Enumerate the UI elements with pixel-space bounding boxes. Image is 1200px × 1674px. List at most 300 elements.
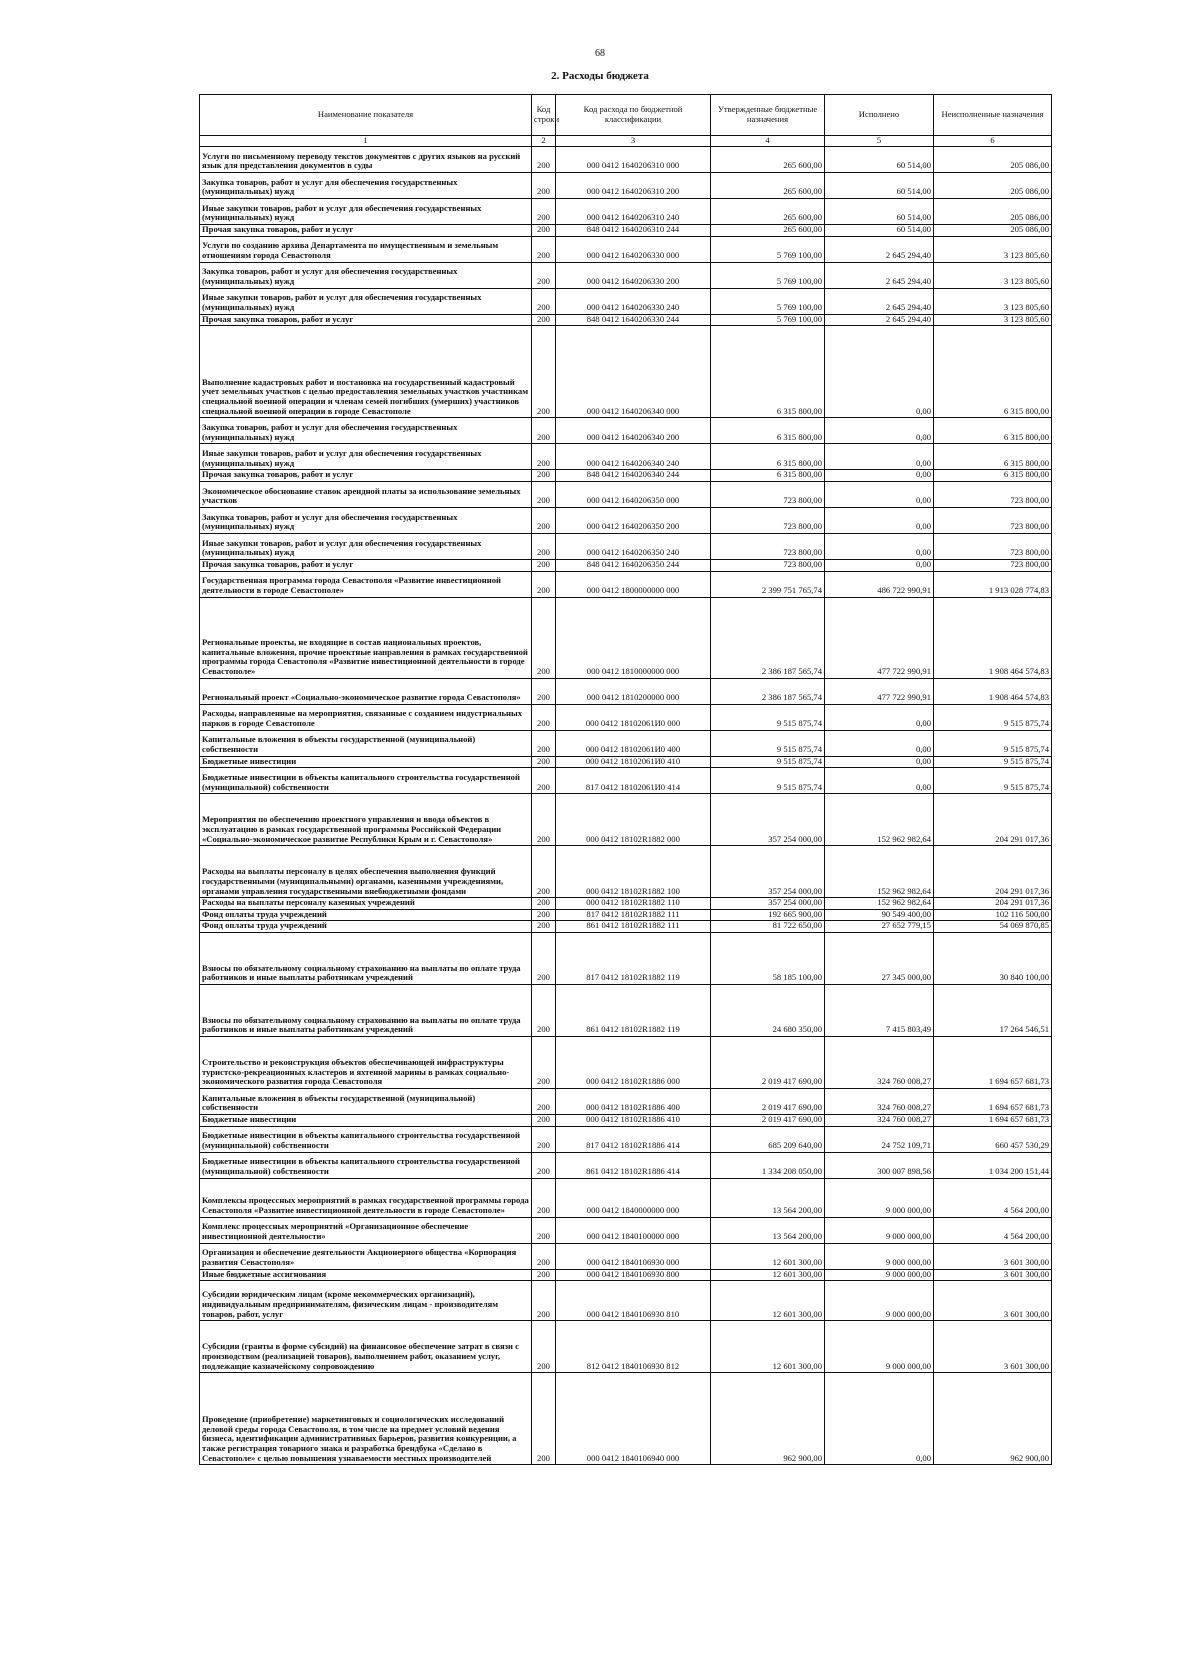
classification-code-cell: 817 0412 18102R1882 119 bbox=[556, 933, 711, 985]
table-row bbox=[200, 314, 1052, 326]
approved-amount-cell: 723 800,00 bbox=[711, 507, 825, 533]
executed-amount-cell: 0,00 bbox=[825, 730, 934, 756]
indicator-name-cell: Услуги по письменному переводу текстов документов с других языков на русский язык для представления документов в суды bbox=[200, 147, 532, 173]
approved-amount-cell: 6 315 800,00 bbox=[711, 418, 825, 444]
indicator-name-cell: Расходы, направленные на мероприятия, связанные с созданием индустриальных парков в городе Севастополе bbox=[200, 704, 532, 730]
approved-amount-cell: 723 800,00 bbox=[711, 481, 825, 507]
executed-amount-cell: 9 000 000,00 bbox=[825, 1178, 934, 1217]
executed-amount-cell: 0,00 bbox=[825, 756, 934, 768]
line-code-cell: 200 bbox=[532, 898, 556, 910]
unexecuted-amount-cell: 4 564 200,00 bbox=[934, 1217, 1052, 1243]
indicator-name-cell: Комплекс процессных мероприятий «Организационное обеспечение инвестиционной деятельности» bbox=[200, 1217, 532, 1243]
unexecuted-amount-cell: 1 694 657 681,73 bbox=[934, 1089, 1052, 1115]
executed-amount-cell: 9 000 000,00 bbox=[825, 1243, 934, 1269]
executed-amount-cell: 9 000 000,00 bbox=[825, 1269, 934, 1281]
table-row bbox=[200, 444, 1052, 470]
approved-amount-cell: 9 515 875,74 bbox=[711, 768, 825, 794]
table-row bbox=[200, 909, 1052, 921]
header-executed: Исполнено bbox=[825, 95, 934, 136]
line-code-cell: 200 bbox=[532, 768, 556, 794]
line-code-cell: 200 bbox=[532, 1178, 556, 1217]
executed-amount-cell: 477 722 990,91 bbox=[825, 678, 934, 704]
indicator-name-cell: Строительство и реконструкция объектов обеспечивающей инфраструктуры туристско-рекреационных кластеров и яхтенной марины в рамках социально-экономического развития города Севастополя bbox=[200, 1037, 532, 1089]
indicator-name-cell: Услуги по созданию архива Департамента по имущественным и земельным отношениям города Севастополя bbox=[200, 236, 532, 262]
table-row bbox=[200, 898, 1052, 910]
unexecuted-amount-cell: 3 601 300,00 bbox=[934, 1321, 1052, 1373]
executed-amount-cell: 0,00 bbox=[825, 768, 934, 794]
unexecuted-amount-cell: 205 086,00 bbox=[934, 173, 1052, 199]
approved-amount-cell: 9 515 875,74 bbox=[711, 730, 825, 756]
executed-amount-cell: 0,00 bbox=[825, 1373, 934, 1465]
approved-amount-cell: 12 601 300,00 bbox=[711, 1281, 825, 1321]
table-row bbox=[200, 597, 1052, 678]
indicator-name-cell: Прочая закупка товаров, работ и услуг bbox=[200, 470, 532, 482]
approved-amount-cell: 685 209 640,00 bbox=[711, 1126, 825, 1152]
indicator-name-cell: Расходы на выплаты персоналу казенных учреждений bbox=[200, 898, 532, 910]
classification-code-cell: 000 0412 1840000000 000 bbox=[556, 1178, 711, 1217]
indicator-name-cell: Государственная программа города Севастополя «Развитие инвестиционной деятельности в городе Севастополе» bbox=[200, 571, 532, 597]
table-row bbox=[200, 418, 1052, 444]
line-code-cell: 200 bbox=[532, 985, 556, 1037]
table-row bbox=[200, 1037, 1052, 1089]
approved-amount-cell: 2 386 187 565,74 bbox=[711, 597, 825, 678]
classification-code-cell: 000 0412 1840106930 000 bbox=[556, 1243, 711, 1269]
executed-amount-cell: 90 549 400,00 bbox=[825, 909, 934, 921]
indicator-name-cell: Субсидии юридическим лицам (кроме некоммерческих организаций), индивидуальным предпринимателям, физическим лицам - производителям товаров, работ, услуг bbox=[200, 1281, 532, 1321]
line-code-cell: 200 bbox=[532, 262, 556, 288]
indicator-name-cell: Взносы по обязательному социальному страхованию на выплаты по оплате труда работников и иные выплаты работникам учреждений bbox=[200, 985, 532, 1037]
approved-amount-cell: 265 600,00 bbox=[711, 199, 825, 225]
indicator-name-cell: Иные закупки товаров, работ и услуг для обеспечения государственных (муниципальных) нужд bbox=[200, 533, 532, 559]
executed-amount-cell: 0,00 bbox=[825, 444, 934, 470]
executed-amount-cell: 324 760 008,27 bbox=[825, 1089, 934, 1115]
indicator-name-cell: Бюджетные инвестиции в объекты капитального строительства государственной (муниципальной) собственности bbox=[200, 768, 532, 794]
indicator-name-cell: Субсидии (гранты в форме субсидий) на финансовое обеспечение затрат в связи с производством (реализацией товаров), выполнением работ, оказанием услуг, подлежащие казначейскому сопровождению bbox=[200, 1321, 532, 1373]
table-row bbox=[200, 1269, 1052, 1281]
line-code-cell: 200 bbox=[532, 909, 556, 921]
classification-code-cell: 000 0412 1640206310 200 bbox=[556, 173, 711, 199]
table-row bbox=[200, 236, 1052, 262]
approved-amount-cell: 723 800,00 bbox=[711, 533, 825, 559]
classification-code-cell: 000 0412 1640206330 200 bbox=[556, 262, 711, 288]
indicator-name-cell: Выполнение кадастровых работ и постановка на государственный кадастровый учет земельных участков с целью предоставления земельных участков участникам специальной военной операции и членам семей погибших (умерших) участников специальной военной операции в городе Севастополе bbox=[200, 326, 532, 418]
section-title: 2. Расходы бюджета bbox=[551, 70, 649, 82]
classification-code-cell: 000 0412 1640206350 240 bbox=[556, 533, 711, 559]
indicator-name-cell: Организация и обеспечение деятельности Акционерного общества «Корпорация развития Севастополя» bbox=[200, 1243, 532, 1269]
table-row bbox=[200, 704, 1052, 730]
table-row bbox=[200, 756, 1052, 768]
unexecuted-amount-cell: 4 564 200,00 bbox=[934, 1178, 1052, 1217]
table-body bbox=[200, 147, 1052, 1465]
line-code-cell: 200 bbox=[532, 846, 556, 898]
executed-amount-cell: 60 514,00 bbox=[825, 173, 934, 199]
executed-amount-cell: 0,00 bbox=[825, 533, 934, 559]
unexecuted-amount-cell: 3 601 300,00 bbox=[934, 1243, 1052, 1269]
line-code-cell: 200 bbox=[532, 236, 556, 262]
approved-amount-cell: 357 254 000,00 bbox=[711, 898, 825, 910]
line-code-cell: 200 bbox=[532, 756, 556, 768]
approved-amount-cell: 12 601 300,00 bbox=[711, 1243, 825, 1269]
unexecuted-amount-cell: 3 123 805,60 bbox=[934, 236, 1052, 262]
approved-amount-cell: 265 600,00 bbox=[711, 173, 825, 199]
approved-amount-cell: 6 315 800,00 bbox=[711, 326, 825, 418]
line-code-cell: 200 bbox=[532, 794, 556, 846]
executed-amount-cell: 9 000 000,00 bbox=[825, 1321, 934, 1373]
approved-amount-cell: 723 800,00 bbox=[711, 559, 825, 571]
unexecuted-amount-cell: 204 291 017,36 bbox=[934, 794, 1052, 846]
table-row bbox=[200, 921, 1052, 933]
classification-code-cell: 000 0412 1800000000 000 bbox=[556, 571, 711, 597]
table-row bbox=[200, 199, 1052, 225]
classification-code-cell: 000 0412 1640206340 240 bbox=[556, 444, 711, 470]
classification-code-cell: 861 0412 18102R1882 119 bbox=[556, 985, 711, 1037]
classification-code-cell: 000 0412 18102R1882 100 bbox=[556, 846, 711, 898]
unexecuted-amount-cell: 204 291 017,36 bbox=[934, 898, 1052, 910]
classification-code-cell: 000 0412 1810200000 000 bbox=[556, 678, 711, 704]
executed-amount-cell: 0,00 bbox=[825, 418, 934, 444]
classification-code-cell: 817 0412 18102061И0 414 bbox=[556, 768, 711, 794]
executed-amount-cell: 0,00 bbox=[825, 559, 934, 571]
unexecuted-amount-cell: 723 800,00 bbox=[934, 507, 1052, 533]
table-row bbox=[200, 1281, 1052, 1321]
line-code-cell: 200 bbox=[532, 418, 556, 444]
indicator-name-cell: Фонд оплаты труда учреждений bbox=[200, 909, 532, 921]
column-number-row bbox=[200, 136, 1052, 147]
table-row bbox=[200, 933, 1052, 985]
line-code-cell: 200 bbox=[532, 199, 556, 225]
approved-amount-cell: 9 515 875,74 bbox=[711, 704, 825, 730]
indicator-name-cell: Бюджетные инвестиции в объекты капитального строительства государственной (муниципальной) собственности bbox=[200, 1126, 532, 1152]
unexecuted-amount-cell: 54 069 870,85 bbox=[934, 921, 1052, 933]
unexecuted-amount-cell: 6 315 800,00 bbox=[934, 326, 1052, 418]
indicator-name-cell: Иные закупки товаров, работ и услуг для обеспечения государственных (муниципальных) нужд bbox=[200, 444, 532, 470]
unexecuted-amount-cell: 3 601 300,00 bbox=[934, 1269, 1052, 1281]
line-code-cell: 200 bbox=[532, 173, 556, 199]
approved-amount-cell: 13 564 200,00 bbox=[711, 1178, 825, 1217]
column-number: 1 bbox=[200, 136, 532, 147]
table-row bbox=[200, 571, 1052, 597]
unexecuted-amount-cell: 660 457 530,29 bbox=[934, 1126, 1052, 1152]
unexecuted-amount-cell: 3 123 805,60 bbox=[934, 314, 1052, 326]
classification-code-cell: 000 0412 18102R1882 000 bbox=[556, 794, 711, 846]
classification-code-cell: 000 0412 18102061И0 000 bbox=[556, 704, 711, 730]
executed-amount-cell: 2 645 294,40 bbox=[825, 314, 934, 326]
unexecuted-amount-cell: 6 315 800,00 bbox=[934, 418, 1052, 444]
indicator-name-cell: Бюджетные инвестиции bbox=[200, 1115, 532, 1127]
header-approved: Утвержденные бюджетные назначения bbox=[711, 95, 825, 136]
classification-code-cell: 817 0412 18102R1882 111 bbox=[556, 909, 711, 921]
classification-code-cell: 861 0412 18102R1882 111 bbox=[556, 921, 711, 933]
line-code-cell: 200 bbox=[532, 1089, 556, 1115]
approved-amount-cell: 265 600,00 bbox=[711, 225, 825, 237]
unexecuted-amount-cell: 723 800,00 bbox=[934, 481, 1052, 507]
unexecuted-amount-cell: 205 086,00 bbox=[934, 199, 1052, 225]
indicator-name-cell: Мероприятия по обеспечению проектного управления и ввода объектов в эксплуатацию в рамках государственной программы Российской Федерации «Социально-экономическое развитие Республики Крым и г. Севастополя» bbox=[200, 794, 532, 846]
header-indicator-name: Наименование показателя bbox=[200, 95, 532, 136]
indicator-name-cell: Экономическое обоснование ставок арендной платы за использование земельных участков bbox=[200, 481, 532, 507]
executed-amount-cell: 0,00 bbox=[825, 704, 934, 730]
indicator-name-cell: Расходы на выплаты персоналу в целях обеспечения выполнения функций государственными (муниципальными) органами, казенными учреждениями, органами управления государственными внебюджетными фондами bbox=[200, 846, 532, 898]
executed-amount-cell: 2 645 294,40 bbox=[825, 262, 934, 288]
approved-amount-cell: 5 769 100,00 bbox=[711, 236, 825, 262]
column-number: 3 bbox=[556, 136, 711, 147]
indicator-name-cell: Иные закупки товаров, работ и услуг для обеспечения государственных (муниципальных) нужд bbox=[200, 199, 532, 225]
classification-code-cell: 000 0412 1840106930 810 bbox=[556, 1281, 711, 1321]
unexecuted-amount-cell: 102 116 500,00 bbox=[934, 909, 1052, 921]
line-code-cell: 200 bbox=[532, 507, 556, 533]
table-row bbox=[200, 678, 1052, 704]
executed-amount-cell: 324 760 008,27 bbox=[825, 1037, 934, 1089]
approved-amount-cell: 12 601 300,00 bbox=[711, 1321, 825, 1373]
executed-amount-cell: 9 000 000,00 bbox=[825, 1281, 934, 1321]
executed-amount-cell: 7 415 803,49 bbox=[825, 985, 934, 1037]
table-header-row bbox=[200, 95, 1052, 136]
approved-amount-cell: 5 769 100,00 bbox=[711, 314, 825, 326]
executed-amount-cell: 152 962 982,64 bbox=[825, 846, 934, 898]
unexecuted-amount-cell: 1 908 464 574,83 bbox=[934, 678, 1052, 704]
indicator-name-cell: Капитальные вложения в объекты государственной (муниципальной) собственности bbox=[200, 730, 532, 756]
executed-amount-cell: 24 752 109,71 bbox=[825, 1126, 934, 1152]
header-classification-code: Код расхода по бюджетной классификации bbox=[556, 95, 711, 136]
executed-amount-cell: 0,00 bbox=[825, 470, 934, 482]
classification-code-cell: 000 0412 1640206330 000 bbox=[556, 236, 711, 262]
line-code-cell: 200 bbox=[532, 1037, 556, 1089]
column-number: 2 bbox=[532, 136, 556, 147]
approved-amount-cell: 24 680 350,00 bbox=[711, 985, 825, 1037]
table-row bbox=[200, 1152, 1052, 1178]
unexecuted-amount-cell: 723 800,00 bbox=[934, 559, 1052, 571]
unexecuted-amount-cell: 17 264 546,51 bbox=[934, 985, 1052, 1037]
table-row bbox=[200, 1373, 1052, 1465]
line-code-cell: 200 bbox=[532, 1243, 556, 1269]
header-unexecuted: Неисполненные назначения bbox=[934, 95, 1052, 136]
classification-code-cell: 812 0412 1840106930 812 bbox=[556, 1321, 711, 1373]
approved-amount-cell: 5 769 100,00 bbox=[711, 262, 825, 288]
approved-amount-cell: 1 334 208 050,00 bbox=[711, 1152, 825, 1178]
executed-amount-cell: 0,00 bbox=[825, 481, 934, 507]
executed-amount-cell: 152 962 982,64 bbox=[825, 898, 934, 910]
line-code-cell: 200 bbox=[532, 1152, 556, 1178]
table-row bbox=[200, 507, 1052, 533]
indicator-name-cell: Прочая закупка товаров, работ и услуг bbox=[200, 314, 532, 326]
line-code-cell: 200 bbox=[532, 1217, 556, 1243]
classification-code-cell: 848 0412 1640206330 244 bbox=[556, 314, 711, 326]
unexecuted-amount-cell: 9 515 875,74 bbox=[934, 730, 1052, 756]
table-row bbox=[200, 794, 1052, 846]
line-code-cell: 200 bbox=[532, 225, 556, 237]
executed-amount-cell: 477 722 990,91 bbox=[825, 597, 934, 678]
unexecuted-amount-cell: 962 900,00 bbox=[934, 1373, 1052, 1465]
table-row bbox=[200, 326, 1052, 418]
line-code-cell: 200 bbox=[532, 288, 556, 314]
indicator-name-cell: Закупка товаров, работ и услуг для обеспечения государственных (муниципальных) нужд bbox=[200, 262, 532, 288]
table-row bbox=[200, 559, 1052, 571]
classification-code-cell: 000 0412 1640206340 000 bbox=[556, 326, 711, 418]
line-code-cell: 200 bbox=[532, 470, 556, 482]
executed-amount-cell: 0,00 bbox=[825, 326, 934, 418]
executed-amount-cell: 27 345 000,00 bbox=[825, 933, 934, 985]
approved-amount-cell: 265 600,00 bbox=[711, 147, 825, 173]
approved-amount-cell: 192 665 900,00 bbox=[711, 909, 825, 921]
line-code-cell: 200 bbox=[532, 1115, 556, 1127]
executed-amount-cell: 2 645 294,40 bbox=[825, 288, 934, 314]
table-row bbox=[200, 768, 1052, 794]
classification-code-cell: 848 0412 1640206310 244 bbox=[556, 225, 711, 237]
classification-code-cell: 000 0412 1640206310 240 bbox=[556, 199, 711, 225]
line-code-cell: 200 bbox=[532, 559, 556, 571]
indicator-name-cell: Проведение (приобретение) маркетинговых и социологических исследований деловой среды города Севастополя, в том числе на предмет условий ведения бизнеса, идентификации административных барьеров, развития конкуренции, а также регистрация товарного знака и разработка брендбука «Сделано в Севастополе» с целью повышения узнаваемости местных производителей bbox=[200, 1373, 532, 1465]
table-row bbox=[200, 1115, 1052, 1127]
classification-code-cell: 000 0412 1640206350 000 bbox=[556, 481, 711, 507]
classification-code-cell: 000 0412 1640206340 200 bbox=[556, 418, 711, 444]
line-code-cell: 200 bbox=[532, 597, 556, 678]
line-code-cell: 200 bbox=[532, 1281, 556, 1321]
unexecuted-amount-cell: 723 800,00 bbox=[934, 533, 1052, 559]
approved-amount-cell: 2 019 417 690,00 bbox=[711, 1115, 825, 1127]
line-code-cell: 200 bbox=[532, 1373, 556, 1465]
classification-code-cell: 000 0412 1640206350 200 bbox=[556, 507, 711, 533]
table-row bbox=[200, 1243, 1052, 1269]
classification-code-cell: 000 0412 18102R1886 000 bbox=[556, 1037, 711, 1089]
table-row bbox=[200, 533, 1052, 559]
table-row bbox=[200, 846, 1052, 898]
table-row bbox=[200, 1217, 1052, 1243]
line-code-cell: 200 bbox=[532, 314, 556, 326]
table-row bbox=[200, 173, 1052, 199]
unexecuted-amount-cell: 1 034 200 151,44 bbox=[934, 1152, 1052, 1178]
indicator-name-cell: Прочая закупка товаров, работ и услуг bbox=[200, 559, 532, 571]
column-number: 4 bbox=[711, 136, 825, 147]
indicator-name-cell: Иные закупки товаров, работ и услуг для обеспечения государственных (муниципальных) нужд bbox=[200, 288, 532, 314]
line-code-cell: 200 bbox=[532, 326, 556, 418]
classification-code-cell: 000 0412 18102061И0 400 bbox=[556, 730, 711, 756]
page-number: 68 bbox=[595, 48, 605, 59]
classification-code-cell: 848 0412 1640206340 244 bbox=[556, 470, 711, 482]
unexecuted-amount-cell: 1 694 657 681,73 bbox=[934, 1037, 1052, 1089]
line-code-cell: 200 bbox=[532, 1321, 556, 1373]
unexecuted-amount-cell: 9 515 875,74 bbox=[934, 768, 1052, 794]
classification-code-cell: 000 0412 1840106930 800 bbox=[556, 1269, 711, 1281]
table-row bbox=[200, 1089, 1052, 1115]
line-code-cell: 200 bbox=[532, 147, 556, 173]
unexecuted-amount-cell: 6 315 800,00 bbox=[934, 444, 1052, 470]
table-row bbox=[200, 1178, 1052, 1217]
indicator-name-cell: Иные бюджетные ассигнования bbox=[200, 1269, 532, 1281]
classification-code-cell: 000 0412 1810000000 000 bbox=[556, 597, 711, 678]
executed-amount-cell: 27 652 779,15 bbox=[825, 921, 934, 933]
classification-code-cell: 817 0412 18102R1886 414 bbox=[556, 1126, 711, 1152]
approved-amount-cell: 6 315 800,00 bbox=[711, 444, 825, 470]
line-code-cell: 200 bbox=[532, 533, 556, 559]
unexecuted-amount-cell: 9 515 875,74 bbox=[934, 704, 1052, 730]
table-row bbox=[200, 1321, 1052, 1373]
unexecuted-amount-cell: 3 123 805,60 bbox=[934, 262, 1052, 288]
unexecuted-amount-cell: 3 123 805,60 bbox=[934, 288, 1052, 314]
table-row bbox=[200, 288, 1052, 314]
executed-amount-cell: 324 760 008,27 bbox=[825, 1115, 934, 1127]
classification-code-cell: 000 0412 18102R1886 400 bbox=[556, 1089, 711, 1115]
table-row bbox=[200, 262, 1052, 288]
approved-amount-cell: 9 515 875,74 bbox=[711, 756, 825, 768]
approved-amount-cell: 2 019 417 690,00 bbox=[711, 1037, 825, 1089]
executed-amount-cell: 0,00 bbox=[825, 507, 934, 533]
approved-amount-cell: 2 019 417 690,00 bbox=[711, 1089, 825, 1115]
column-number: 5 bbox=[825, 136, 934, 147]
indicator-name-cell: Бюджетные инвестиции в объекты капитального строительства государственной (муниципальной) собственности bbox=[200, 1152, 532, 1178]
indicator-name-cell: Региональные проекты, не входящие в состав национальных проектов, капитальные вложения, прочие проектные направления в рамках государственной программы города Севастополя «Развитие инвестиционной деятельности в городе Севастополе» bbox=[200, 597, 532, 678]
classification-code-cell: 861 0412 18102R1886 414 bbox=[556, 1152, 711, 1178]
column-number: 6 bbox=[934, 136, 1052, 147]
unexecuted-amount-cell: 1 913 028 774,83 bbox=[934, 571, 1052, 597]
executed-amount-cell: 152 962 982,64 bbox=[825, 794, 934, 846]
line-code-cell: 200 bbox=[532, 571, 556, 597]
indicator-name-cell: Фонд оплаты труда учреждений bbox=[200, 921, 532, 933]
table-row bbox=[200, 147, 1052, 173]
table-row bbox=[200, 470, 1052, 482]
approved-amount-cell: 81 722 650,00 bbox=[711, 921, 825, 933]
indicator-name-cell: Региональный проект «Социально-экономическое развитие города Севастополя» bbox=[200, 678, 532, 704]
approved-amount-cell: 2 386 187 565,74 bbox=[711, 678, 825, 704]
executed-amount-cell: 60 514,00 bbox=[825, 199, 934, 225]
line-code-cell: 200 bbox=[532, 678, 556, 704]
table-row bbox=[200, 481, 1052, 507]
line-code-cell: 200 bbox=[532, 730, 556, 756]
indicator-name-cell: Закупка товаров, работ и услуг для обеспечения государственных (муниципальных) нужд bbox=[200, 507, 532, 533]
unexecuted-amount-cell: 30 840 100,00 bbox=[934, 933, 1052, 985]
line-code-cell: 200 bbox=[532, 444, 556, 470]
indicator-name-cell: Прочая закупка товаров, работ и услуг bbox=[200, 225, 532, 237]
unexecuted-amount-cell: 1 694 657 681,73 bbox=[934, 1115, 1052, 1127]
unexecuted-amount-cell: 3 601 300,00 bbox=[934, 1281, 1052, 1321]
line-code-cell: 200 bbox=[532, 933, 556, 985]
classification-code-cell: 000 0412 1640206310 000 bbox=[556, 147, 711, 173]
table-row bbox=[200, 1126, 1052, 1152]
classification-code-cell: 000 0412 18102R1882 110 bbox=[556, 898, 711, 910]
line-code-cell: 200 bbox=[532, 704, 556, 730]
indicator-name-cell: Закупка товаров, работ и услуг для обеспечения государственных (муниципальных) нужд bbox=[200, 418, 532, 444]
line-code-cell: 200 bbox=[532, 481, 556, 507]
executed-amount-cell: 60 514,00 bbox=[825, 225, 934, 237]
executed-amount-cell: 300 007 898,56 bbox=[825, 1152, 934, 1178]
unexecuted-amount-cell: 205 086,00 bbox=[934, 147, 1052, 173]
approved-amount-cell: 13 564 200,00 bbox=[711, 1217, 825, 1243]
executed-amount-cell: 60 514,00 bbox=[825, 147, 934, 173]
table-row bbox=[200, 730, 1052, 756]
executed-amount-cell: 9 000 000,00 bbox=[825, 1217, 934, 1243]
line-code-cell: 200 bbox=[532, 921, 556, 933]
approved-amount-cell: 962 900,00 bbox=[711, 1373, 825, 1465]
approved-amount-cell: 357 254 000,00 bbox=[711, 846, 825, 898]
line-code-cell: 200 bbox=[532, 1126, 556, 1152]
classification-code-cell: 000 0412 18102R1886 410 bbox=[556, 1115, 711, 1127]
unexecuted-amount-cell: 6 315 800,00 bbox=[934, 470, 1052, 482]
indicator-name-cell: Бюджетные инвестиции bbox=[200, 756, 532, 768]
unexecuted-amount-cell: 204 291 017,36 bbox=[934, 846, 1052, 898]
unexecuted-amount-cell: 9 515 875,74 bbox=[934, 756, 1052, 768]
indicator-name-cell: Капитальные вложения в объекты государственной (муниципальной) собственности bbox=[200, 1089, 532, 1115]
classification-code-cell: 000 0412 1640206330 240 bbox=[556, 288, 711, 314]
indicator-name-cell: Закупка товаров, работ и услуг для обеспечения государственных (муниципальных) нужд bbox=[200, 173, 532, 199]
line-code-cell: 200 bbox=[532, 1269, 556, 1281]
approved-amount-cell: 5 769 100,00 bbox=[711, 288, 825, 314]
expenditures-table bbox=[199, 94, 1052, 1465]
classification-code-cell: 000 0412 1840106940 000 bbox=[556, 1373, 711, 1465]
indicator-name-cell: Комплексы процессных мероприятий в рамках государственной программы города Севастополя «Развитие инвестиционной деятельности в городе Севастополе» bbox=[200, 1178, 532, 1217]
executed-amount-cell: 2 645 294,40 bbox=[825, 236, 934, 262]
approved-amount-cell: 357 254 000,00 bbox=[711, 794, 825, 846]
approved-amount-cell: 12 601 300,00 bbox=[711, 1269, 825, 1281]
approved-amount-cell: 6 315 800,00 bbox=[711, 470, 825, 482]
